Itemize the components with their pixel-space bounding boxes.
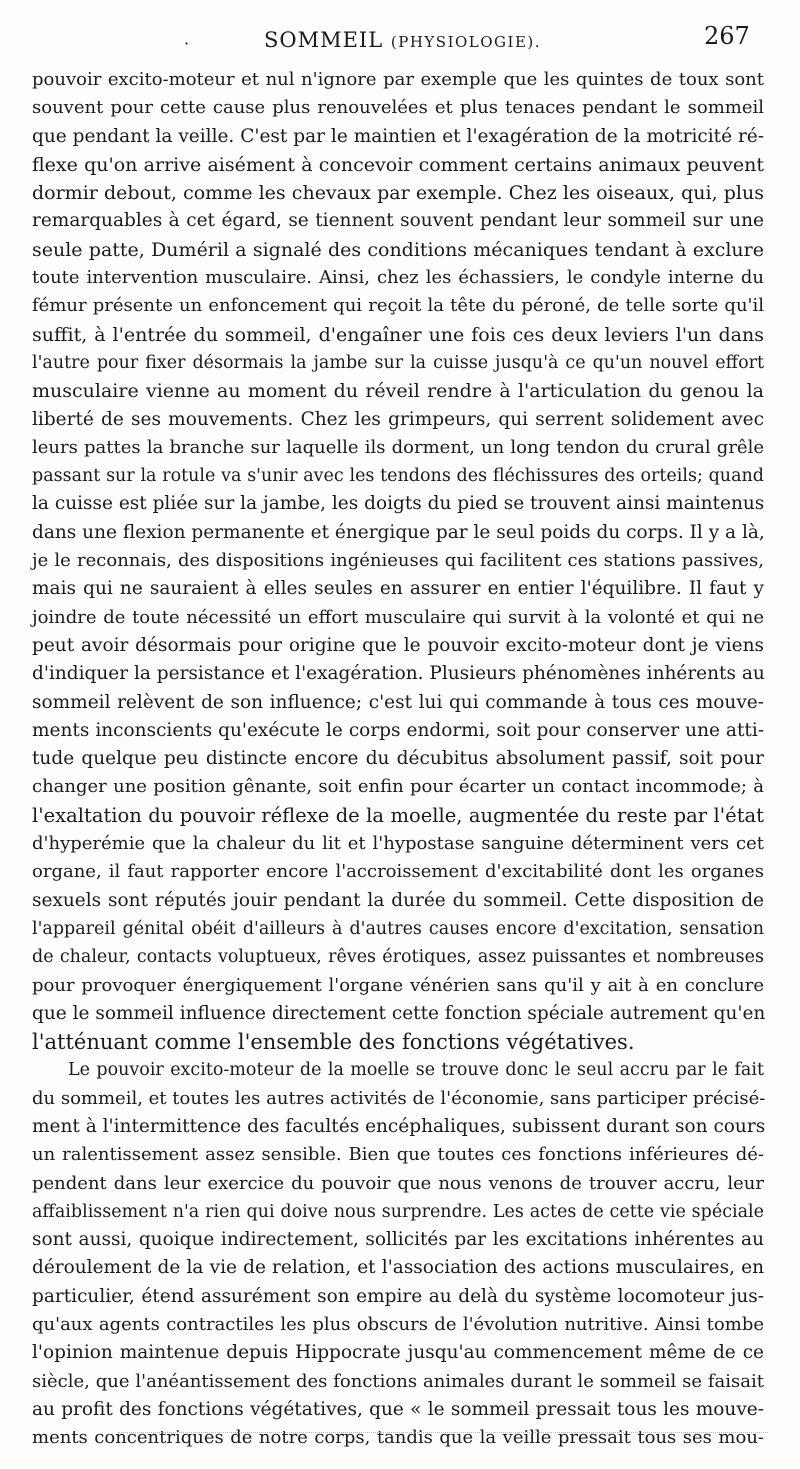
text-line: pour provoquer énergiquement l'organe vénérien sans qu'il y ait à en conclure — [32, 974, 764, 996]
text-line: fémur présente un enfoncement qui reçoit la tête du péroné, de telle sorte qu'il — [32, 295, 764, 317]
text-line: que le sommeil influence directement cette fonction spéciale autrement qu'en — [32, 1002, 766, 1024]
text-line: pouvoir excito-moteur et nul n'ignore par exemple que les quintes de toux sont — [32, 69, 764, 90]
text-line: dormir debout, comme les chevaux par exemple. Chez les oiseaux, qui, plus — [32, 182, 764, 205]
text-line: ment à l'intermittence des facultés encéphaliques, subissent durant son cours — [32, 1115, 766, 1137]
header-dot: · — [184, 34, 190, 53]
running-head — [0, 22, 800, 68]
text-line: pendent dans leur exercice du pouvoir que nous venons de trouver accru, leur — [32, 1172, 764, 1194]
running-title — [264, 28, 541, 52]
text-line: que pendant la veille. C'est par le maintien et l'exagération de la motricité ré- — [32, 125, 764, 147]
text-line: d'hyperémie que la chaleur du lit et l'hypostase sanguine déterminent vers cet — [32, 833, 764, 855]
text-line: sont aussi, quoique indirectement, sollicités par les excitations inhérentes au — [32, 1229, 764, 1251]
text-line: je le reconnais, des dispositions ingénieuses qui facilitent ces stations passives, — [32, 550, 764, 572]
footer-rule — [118, 1432, 768, 1434]
paragraph-end-line: l'atténuant comme l'ensemble des fonctions végétatives. — [32, 1030, 635, 1055]
page-number: 267 — [704, 22, 750, 50]
text-line: mais qui ne sauraient à elles seules en assurer en entier l'équilibre. Il faut y — [32, 578, 764, 600]
text-line: leurs pattes la branche sur laquelle ils dorment, un long tendon du crural grêle — [32, 436, 764, 458]
running-title-subtitle: (PHYSIOLOGIE). — [390, 33, 542, 51]
text-line: toute intervention musculaire. Ainsi, chez les échassiers, le condyle interne du — [32, 267, 764, 289]
text-line: organe, il faut rapporter encore l'accroissement d'excitabilité dont les organes — [32, 861, 764, 883]
text-line: d'indiquer la persistance et l'exagération. Plusieurs phénomènes inhérents au — [32, 663, 765, 685]
text-line: tude quelque peu distincte encore du décubitus absolument passif, soit pour — [32, 748, 764, 770]
text-line: l'autre pour fixer désormais la jambe sur la cuisse jusqu'à ce qu'un nouvel effort — [32, 352, 764, 373]
text-line: au profit des fonctions végétatives, que « le sommeil pressait tous les mouve- — [32, 1398, 764, 1420]
text-line: siècle, que l'anéantissement des fonctions animales durant le sommeil se faisait — [32, 1370, 764, 1392]
text-line: peut avoir désormais pour origine que le pouvoir excito-moteur dont je viens — [32, 634, 764, 656]
text-line: sommeil relèvent de son influence; c'est lui qui commande à tous ces mouve- — [32, 691, 764, 713]
text-line: l'opinion maintenue depuis Hippocrate jusqu'au commencement même de ce — [32, 1342, 764, 1364]
running-title-main: SOMMEIL — [264, 28, 384, 52]
text-line: flexe qu'on arrive aisément à concevoir comment certains animaux peuvent — [32, 153, 764, 176]
text-line: changer une position gênante, soit enfin pour écarter un contact incommode; à — [32, 776, 764, 798]
text-line: affaiblissement n'a rien qui doive nous surprendre. Les actes de cette vie spéciale — [32, 1201, 764, 1222]
text-line: passant sur la rotule va s'unir avec les tendons des fléchissures des orteils; quand — [32, 466, 764, 487]
text-line: remarquables à cet égard, se tiennent souvent pendant leur sommeil sur une — [32, 210, 764, 232]
paragraph-start-line: Le pouvoir excito-moteur de la moelle se trouve donc le seul accru par le fait — [68, 1060, 764, 1081]
text-line: déroulement de la vie de relation, et l'association des actions musculaires, en — [32, 1257, 764, 1279]
text-line: souvent pour cette cause plus renouvelées et plus tenaces pendant le sommeil — [32, 97, 764, 119]
text-line: l'exaltation du pouvoir réflexe de la moelle, augmentée du reste par l'état — [32, 803, 764, 827]
text-line: liberté de ses mouvements. Chez les grimpeurs, qui serrent solidement avec — [32, 408, 764, 430]
text-line: l'appareil génital obéit d'ailleurs à d'autres causes encore d'excitation, sensation — [32, 918, 764, 939]
text-line: joindre de toute nécessité un effort musculaire qui survit à la volonté et qui ne — [32, 606, 764, 628]
text-line: seule patte, Duméril a signalé des conditions mécaniques tendant à exclure — [32, 238, 764, 261]
text-line: musculaire vienne au moment du réveil rendre à l'articulation du genou la — [32, 380, 764, 403]
text-line: ments concentriques de notre corps, tandis que la veille pressait tous ses mou- — [32, 1427, 764, 1449]
text-line: particulier, étend assurément son empire au delà du système locomoteur jus- — [32, 1285, 764, 1307]
text-line: dans une flexion permanente et énergique par le seul poids du corps. Il y a là, — [32, 521, 765, 543]
text-line: suffit, à l'entrée du sommeil, d'engaîner une fois ces deux leviers l'un dans — [32, 323, 764, 346]
body-text — [32, 66, 764, 1453]
text-line: sexuels sont réputés jouir pendant la durée du sommeil. Cette disposition de — [32, 889, 764, 911]
text-line: ments inconscients qu'exécute le corps endormi, soit pour conserver une atti- — [32, 719, 764, 741]
text-line: la cuisse est pliée sur la jambe, les doigts du pied se trouvent ainsi maintenus — [32, 493, 765, 515]
text-line: qu'aux agents contractiles les plus obscurs de l'évolution nutritive. Ainsi tombe — [32, 1314, 764, 1336]
text-line: du sommeil, et toutes les autres activités de l'économie, sans participer précisé- — [32, 1087, 766, 1109]
text-line: de chaleur, contacts voluptueux, rêves érotiques, assez puissantes et nombreuses — [32, 947, 764, 968]
text-line: un ralentissement assez sensible. Bien que toutes ces fonctions inférieures dé- — [32, 1144, 764, 1166]
